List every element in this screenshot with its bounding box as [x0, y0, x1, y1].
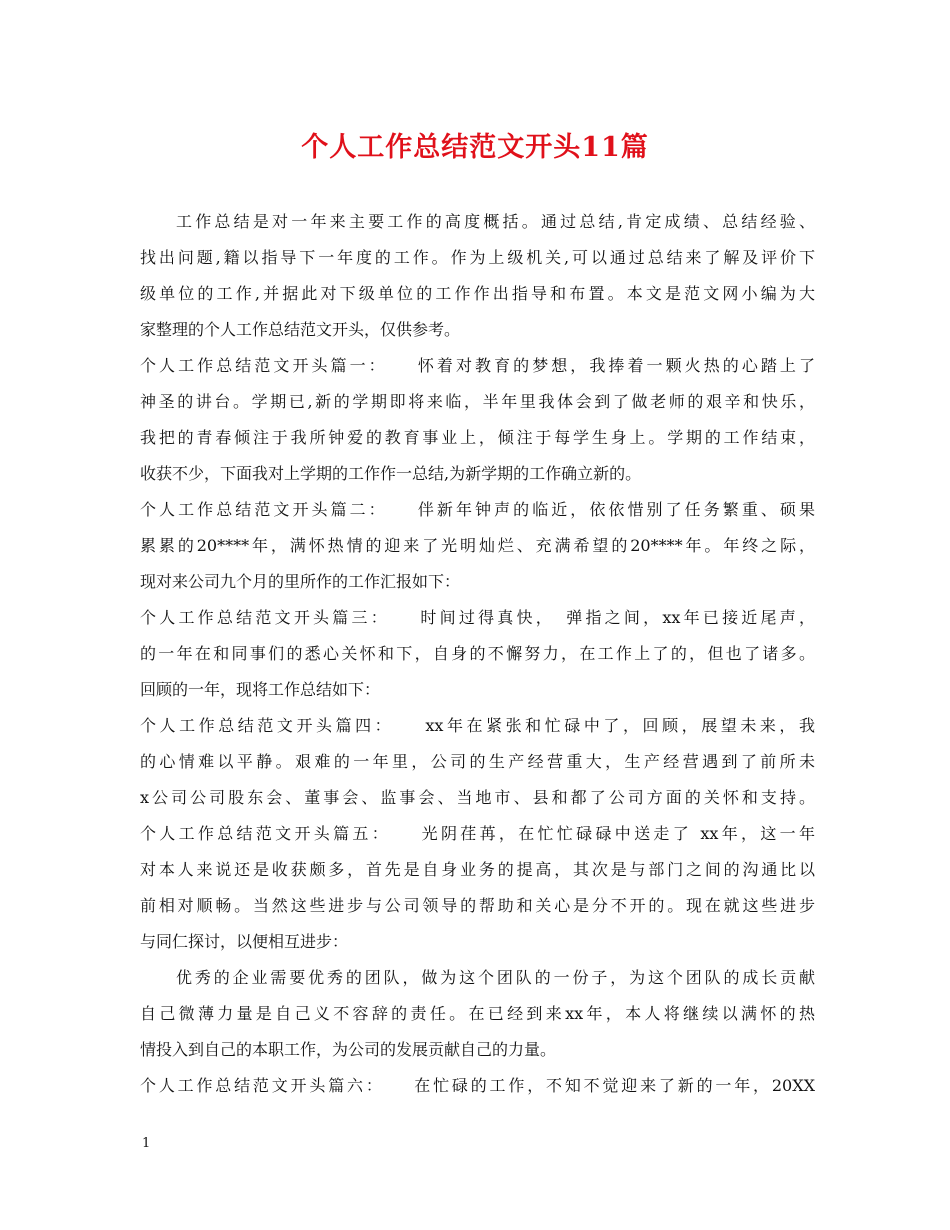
paragraph-line: 累累的20****年，满怀热情的迎来了光明灿烂、充满希望的20****年。年终之际，: [140, 536, 815, 555]
paragraph-line: 现对来公司九个月的里所作的工作汇报如下：: [140, 572, 461, 591]
paragraph-line: 家整理的个人工作总结范文开头，仅供参考。: [140, 320, 461, 339]
paragraph-line: 个人工作总结范文开头篇三： 时间过得真快， 弹指之间，xx年已接近尾声，: [140, 608, 815, 627]
paragraph-line: 自己微薄力量是自己义不容辞的责任。在已经到来xx年，本人将继续以满怀的热: [140, 1004, 815, 1023]
paragraph-line: 与同仁探讨，以便相互进步：: [140, 932, 349, 951]
paragraph-line: 的一年在和同事们的悉心关怀和下，自身的不懈努力，在工作上了的，但也了诸多。: [140, 644, 815, 663]
paragraph-line: 的心情难以平静。艰难的一年里，公司的生产经营重大，生产经营遇到了前所未: [140, 752, 815, 771]
paragraph-line: 级单位的工作,并据此对下级单位的工作作出指导和布置。本文是范文网小编为大: [140, 284, 815, 303]
paragraph-line: 我把的青春倾注于我所钟爱的教育事业上，倾注于每学生身上。学期的工作结束，: [140, 428, 815, 447]
paragraph-line: 个人工作总结范文开头篇二： 伴新年钟声的临近，依依惜别了任务繁重、硕果: [140, 500, 815, 519]
paragraph-line: 情投入到自己的本职工作，为公司的发展贡献自己的力量。: [140, 1040, 557, 1059]
page-number: 1: [142, 1136, 151, 1151]
document-body: [140, 204, 815, 1104]
paragraph-line: 工作总结是对一年来主要工作的高度概括。通过总结,肯定成绩、总结经验、: [176, 212, 815, 231]
paragraph-line: 个人工作总结范文开头篇四： xx年在紧张和忙碌中了，回顾，展望未来，我: [140, 716, 815, 735]
paragraph-line: 对本人来说还是收获颇多，首先是自身业务的提高，其次是与部门之间的沟通比以: [140, 860, 815, 879]
paragraph-line: 找出问题,籍以指导下一年度的工作。作为上级机关,可以通过总结来了解及评价下: [140, 248, 815, 267]
paragraph-line: 优秀的企业需要优秀的团队，做为这个团队的一份子，为这个团队的成长贡献: [176, 968, 815, 987]
paragraph-line: 个人工作总结范文开头篇一： 怀着对教育的梦想，我捧着一颗火热的心踏上了: [140, 356, 815, 375]
paragraph-line: 个人工作总结范文开头篇六： 在忙碌的工作，不知不觉迎来了新的一年，20XX: [140, 1076, 815, 1095]
paragraph-line: 前相对顺畅。当然这些进步与公司领导的帮助和关心是分不开的。现在就这些进步: [140, 896, 815, 915]
paragraph-line: 回顾的一年，现将工作总结如下：: [140, 680, 381, 699]
paragraph-line: 神圣的讲台。学期已,新的学期即将来临，半年里我体会到了做老师的艰辛和快乐，: [140, 392, 815, 411]
paragraph-line: 个人工作总结范文开头篇五： 光阴荏苒，在忙忙碌碌中送走了 xx年，这一年: [140, 824, 815, 843]
document-title: 个人工作总结范文开头11篇: [301, 132, 649, 163]
paragraph-line: x公司公司股东会、董事会、监事会、当地市、县和都了公司方面的关怀和支持。: [140, 788, 815, 807]
paragraph-line: 收获不少，下面我对上学期的工作作一总结,为新学期的工作确立新的。: [140, 464, 642, 483]
